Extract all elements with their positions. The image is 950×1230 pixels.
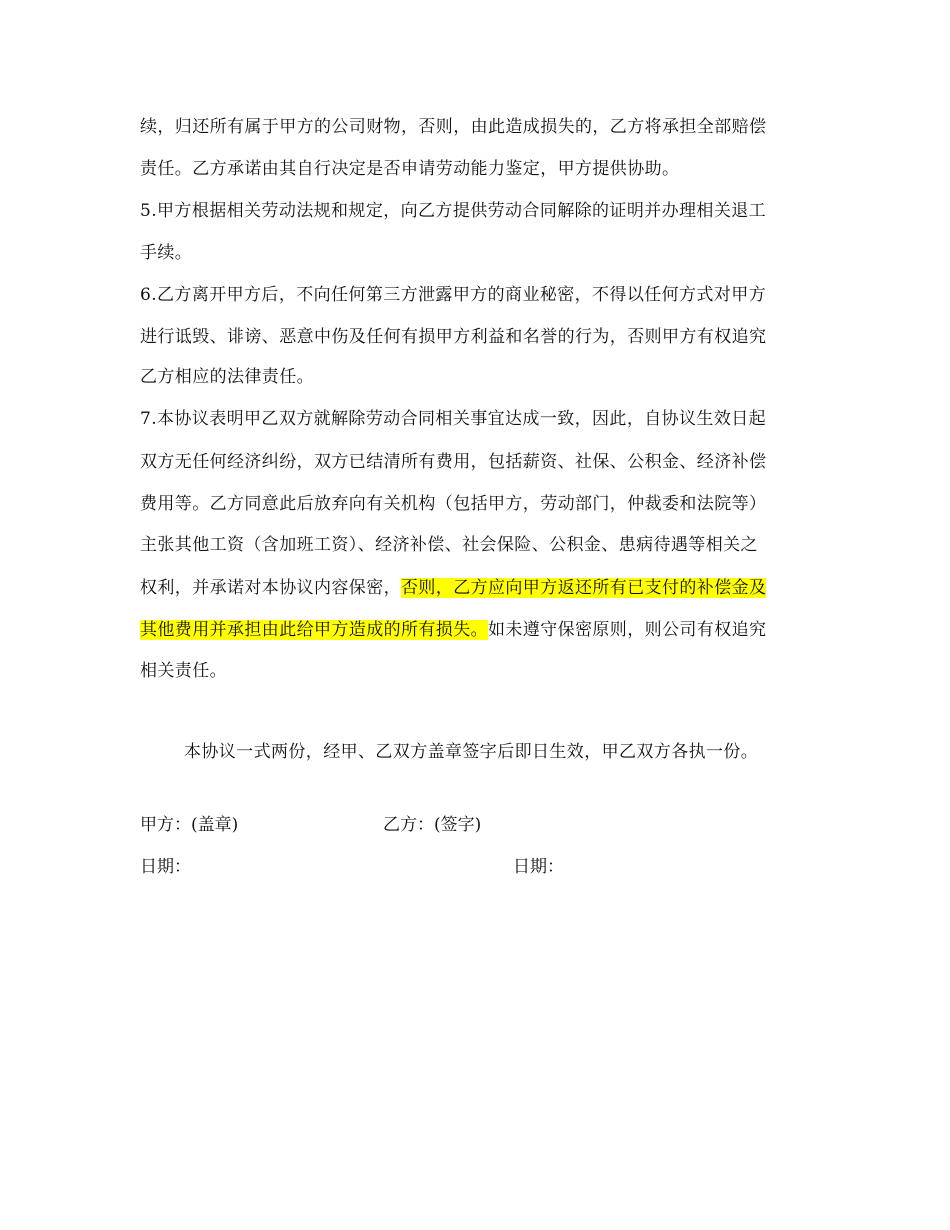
party-a-seal-label: 甲方：(盖章) xyxy=(140,815,239,835)
plain-text: 如未遵守保密原则，则公司有权追究 xyxy=(488,620,767,640)
party-b-sign-label: 乙方：(签字) xyxy=(383,815,482,835)
highlighted-text: 否则，乙方应向甲方返还所有已支付的补偿金及 xyxy=(401,578,767,598)
body-line: 乙方相应的法律责任。 xyxy=(140,367,314,387)
body-line: 手续。 xyxy=(140,243,193,263)
body-line: 进行诋毁、诽谤、恶意中伤及任何有损甲方利益和名誉的行为，否则甲方有权追究 xyxy=(140,327,767,347)
body-line: 主张其他工资（含加班工资）、经济补偿、社会保险、公积金、患病待遇等相关之 xyxy=(140,535,758,555)
clause-5-line: 5.甲方根据相关劳动法规和规定，向乙方提供劳动合同解除的证明并办理相关退工 xyxy=(140,201,767,221)
closing-statement: 本协议一式两份，经甲、乙双方盖章签字后即日生效，甲乙双方各执一份。 xyxy=(184,742,759,762)
plain-text: 权利，并承诺对本协议内容保密， xyxy=(140,578,401,598)
party-b-date-label: 日期： xyxy=(513,857,564,877)
highlighted-text: 其他费用并承担由此给甲方造成的所有损失。 xyxy=(140,620,488,640)
body-line: 续，归还所有属于甲方的公司财物，否则，由此造成损失的，乙方将承担全部赔偿 xyxy=(140,117,767,137)
body-line-mixed xyxy=(140,619,820,641)
clause-6-line: 6.乙方离开甲方后，不向任何第三方泄露甲方的商业秘密，不得以任何方式对甲方 xyxy=(140,285,767,305)
body-line-mixed xyxy=(140,577,820,599)
body-line: 费用等。乙方同意此后放弃向有关机构（包括甲方，劳动部门，仲裁委和法院等） xyxy=(140,494,767,514)
body-line: 双方无任何经济纠纷，双方已结清所有费用，包括薪资、社保、公积金、经济补偿 xyxy=(140,452,767,472)
clause-7-line: 7.本协议表明甲乙双方就解除劳动合同相关事宜达成一致，因此，自协议生效日起 xyxy=(140,409,767,429)
body-line: 相关责任。 xyxy=(140,661,227,681)
body-line: 责任。乙方承诺由其自行决定是否申请劳动能力鉴定，甲方提供协助。 xyxy=(140,159,680,179)
party-a-date-label: 日期： xyxy=(140,857,191,877)
